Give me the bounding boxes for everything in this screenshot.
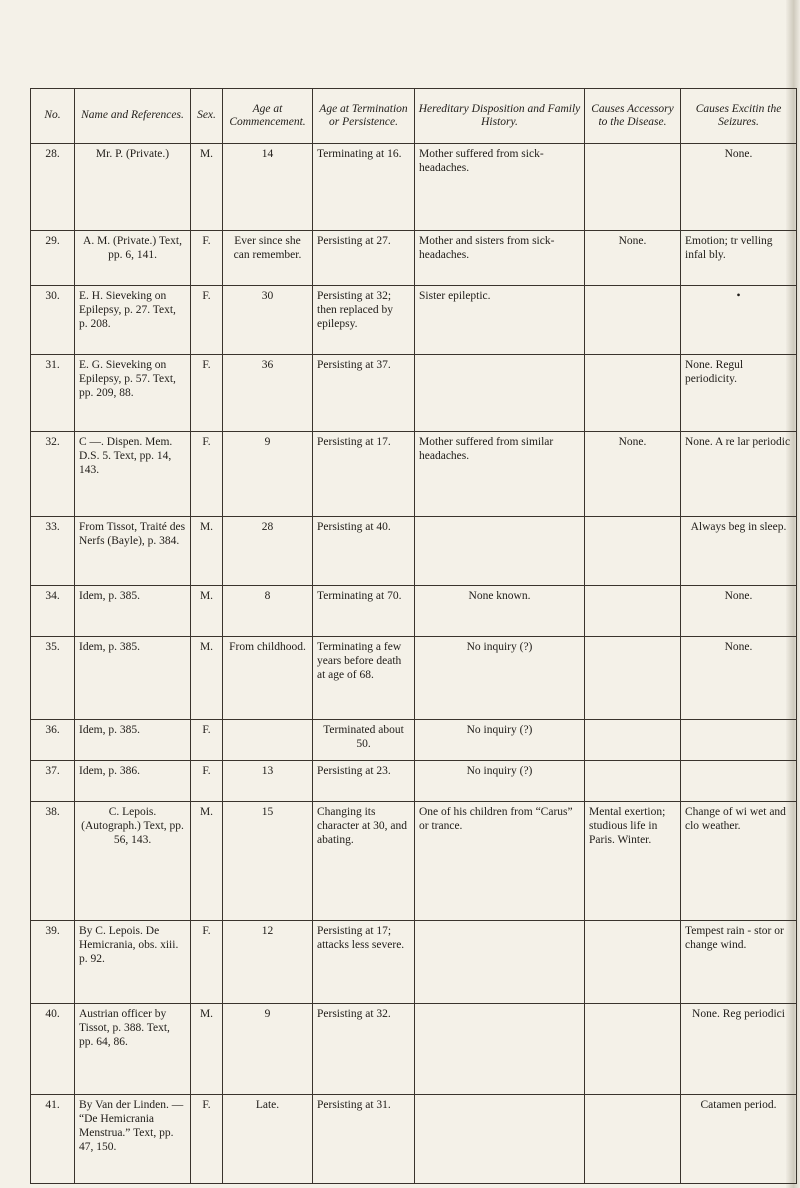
table-row <box>31 1095 797 1184</box>
row-exciting: None. <box>681 586 797 637</box>
row-name: By Van der Linden. — “De Hemicrania Menstrua.” Text, pp. 47, 150. <box>75 1095 191 1184</box>
row-age-end: Persisting at 17. <box>313 432 415 517</box>
row-age-start: 9 <box>223 432 313 517</box>
row-exciting <box>681 720 797 761</box>
row-exciting: • <box>681 286 797 355</box>
row-number: 35. <box>31 637 75 720</box>
table-row <box>31 231 797 286</box>
row-sex: F. <box>191 432 223 517</box>
row-age-start: 8 <box>223 586 313 637</box>
row-name: E. H. Sieveking on Epilepsy, p. 27. Text, p. 208. <box>75 286 191 355</box>
row-age-end: Persisting at 23. <box>313 761 415 802</box>
row-name: Idem, p. 385. <box>75 720 191 761</box>
row-hereditary: Mother suffered from sick-headaches. <box>415 144 585 231</box>
row-exciting: Change of wi wet and clo weather. <box>681 802 797 921</box>
row-age-start: 9 <box>223 1004 313 1095</box>
row-number: 30. <box>31 286 75 355</box>
row-hereditary: Sister epileptic. <box>415 286 585 355</box>
row-age-start: 28 <box>223 517 313 586</box>
row-age-start: 30 <box>223 286 313 355</box>
row-sex: M. <box>191 1004 223 1095</box>
row-name: C —. Dispen. Mem. D.S. 5. Text, pp. 14, 143. <box>75 432 191 517</box>
row-exciting <box>681 761 797 802</box>
header-age-termination: Age at Termination or Persistence. <box>313 89 415 144</box>
row-number: 33. <box>31 517 75 586</box>
row-hereditary: No inquiry (?) <box>415 720 585 761</box>
row-name: A. M. (Private.) Text, pp. 6, 141. <box>75 231 191 286</box>
table-row <box>31 432 797 517</box>
row-age-end: Persisting at 31. <box>313 1095 415 1184</box>
header-causes-accessory: Causes Accessory to the Disease. <box>585 89 681 144</box>
row-exciting: Always beg in sleep. <box>681 517 797 586</box>
row-name: E. G. Sieveking on Epilepsy, p. 57. Text, pp. 209, 88. <box>75 355 191 432</box>
row-accessory <box>585 720 681 761</box>
row-age-end: Persisting at 32. <box>313 1004 415 1095</box>
row-exciting: None. A re lar periodic <box>681 432 797 517</box>
row-number: 28. <box>31 144 75 231</box>
row-hereditary: No inquiry (?) <box>415 637 585 720</box>
row-sex: F. <box>191 286 223 355</box>
row-name: From Tissot, Traité des Nerfs (Bayle), p. 384. <box>75 517 191 586</box>
row-hereditary: One of his children from “Carus” or trance. <box>415 802 585 921</box>
row-number: 32. <box>31 432 75 517</box>
table-row <box>31 586 797 637</box>
row-hereditary <box>415 921 585 1004</box>
row-age-end: Terminating at 16. <box>313 144 415 231</box>
table-row <box>31 286 797 355</box>
row-name: By C. Lepois. De Hemicrania, obs. xiii. p. 92. <box>75 921 191 1004</box>
row-hereditary: None known. <box>415 586 585 637</box>
row-number: 36. <box>31 720 75 761</box>
row-hereditary <box>415 1004 585 1095</box>
row-sex: F. <box>191 761 223 802</box>
row-number: 29. <box>31 231 75 286</box>
row-exciting: None. <box>681 144 797 231</box>
row-age-start: 15 <box>223 802 313 921</box>
table-row <box>31 761 797 802</box>
row-age-end: Terminating at 70. <box>313 586 415 637</box>
row-number: 34. <box>31 586 75 637</box>
header-hereditary: Hereditary Disposition and Family History. <box>415 89 585 144</box>
row-sex: F. <box>191 231 223 286</box>
row-age-start: Ever since she can remember. <box>223 231 313 286</box>
header-row <box>31 89 797 144</box>
row-hereditary: No inquiry (?) <box>415 761 585 802</box>
row-name: Idem, p. 385. <box>75 637 191 720</box>
row-number: 40. <box>31 1004 75 1095</box>
row-age-start: Late. <box>223 1095 313 1184</box>
row-name: Idem, p. 386. <box>75 761 191 802</box>
row-sex: F. <box>191 921 223 1004</box>
row-number: 37. <box>31 761 75 802</box>
table-row <box>31 1004 797 1095</box>
row-age-end: Persisting at 37. <box>313 355 415 432</box>
row-age-start: 36 <box>223 355 313 432</box>
row-age-end: Terminated about 50. <box>313 720 415 761</box>
row-age-start: 13 <box>223 761 313 802</box>
row-accessory <box>585 286 681 355</box>
header-age-commencement: Age at Commencement. <box>223 89 313 144</box>
row-age-end: Terminating a few years before death at age of 68. <box>313 637 415 720</box>
row-exciting: None. <box>681 637 797 720</box>
header-sex: Sex. <box>191 89 223 144</box>
table-row <box>31 921 797 1004</box>
row-sex: M. <box>191 637 223 720</box>
row-accessory <box>585 1095 681 1184</box>
row-exciting: Catamen period. <box>681 1095 797 1184</box>
row-name: Austrian officer by Tissot, p. 388. Text, pp. 64, 86. <box>75 1004 191 1095</box>
row-exciting: None. Regul periodicity. <box>681 355 797 432</box>
row-accessory <box>585 761 681 802</box>
row-number: 31. <box>31 355 75 432</box>
row-age-end: Persisting at 17; attacks less severe. <box>313 921 415 1004</box>
row-accessory: None. <box>585 432 681 517</box>
header-name: Name and References. <box>75 89 191 144</box>
row-name: Mr. P. (Private.) <box>75 144 191 231</box>
row-accessory <box>585 1004 681 1095</box>
table-row <box>31 517 797 586</box>
row-name: C. Lepois. (Autograph.) Text, pp. 56, 143. <box>75 802 191 921</box>
table-row <box>31 637 797 720</box>
row-sex: M. <box>191 802 223 921</box>
row-sex: M. <box>191 517 223 586</box>
row-sex: M. <box>191 586 223 637</box>
row-accessory <box>585 921 681 1004</box>
row-accessory <box>585 144 681 231</box>
row-age-start: 12 <box>223 921 313 1004</box>
row-hereditary <box>415 1095 585 1184</box>
row-exciting: Emotion; tr velling infal bly. <box>681 231 797 286</box>
row-number: 41. <box>31 1095 75 1184</box>
case-table <box>30 88 797 1184</box>
row-hereditary: Mother suffered from similar headaches. <box>415 432 585 517</box>
row-sex: F. <box>191 720 223 761</box>
row-accessory: None. <box>585 231 681 286</box>
row-accessory: Mental exertion; studious life in Paris. Winter. <box>585 802 681 921</box>
row-age-end: Persisting at 32; then replaced by epilepsy. <box>313 286 415 355</box>
row-accessory <box>585 637 681 720</box>
row-hereditary <box>415 355 585 432</box>
row-exciting: Tempest rain - stor or change wind. <box>681 921 797 1004</box>
row-age-end: Persisting at 27. <box>313 231 415 286</box>
table-row <box>31 144 797 231</box>
row-number: 38. <box>31 802 75 921</box>
row-age-start: 14 <box>223 144 313 231</box>
table-row <box>31 355 797 432</box>
row-age-start <box>223 720 313 761</box>
row-age-end: Persisting at 40. <box>313 517 415 586</box>
row-accessory <box>585 517 681 586</box>
row-sex: M. <box>191 144 223 231</box>
row-exciting: None. Reg periodici <box>681 1004 797 1095</box>
row-sex: F. <box>191 355 223 432</box>
header-causes-exciting: Causes Excitin the Seizures. <box>681 89 797 144</box>
row-age-start: From childhood. <box>223 637 313 720</box>
row-number: 39. <box>31 921 75 1004</box>
row-hereditary: Mother and sisters from sick-headaches. <box>415 231 585 286</box>
table-row <box>31 720 797 761</box>
row-name: Idem, p. 385. <box>75 586 191 637</box>
table-row <box>31 802 797 921</box>
row-accessory <box>585 586 681 637</box>
row-hereditary <box>415 517 585 586</box>
row-accessory <box>585 355 681 432</box>
row-sex: F. <box>191 1095 223 1184</box>
header-no: No. <box>31 89 75 144</box>
row-age-end: Changing its character at 30, and abating. <box>313 802 415 921</box>
